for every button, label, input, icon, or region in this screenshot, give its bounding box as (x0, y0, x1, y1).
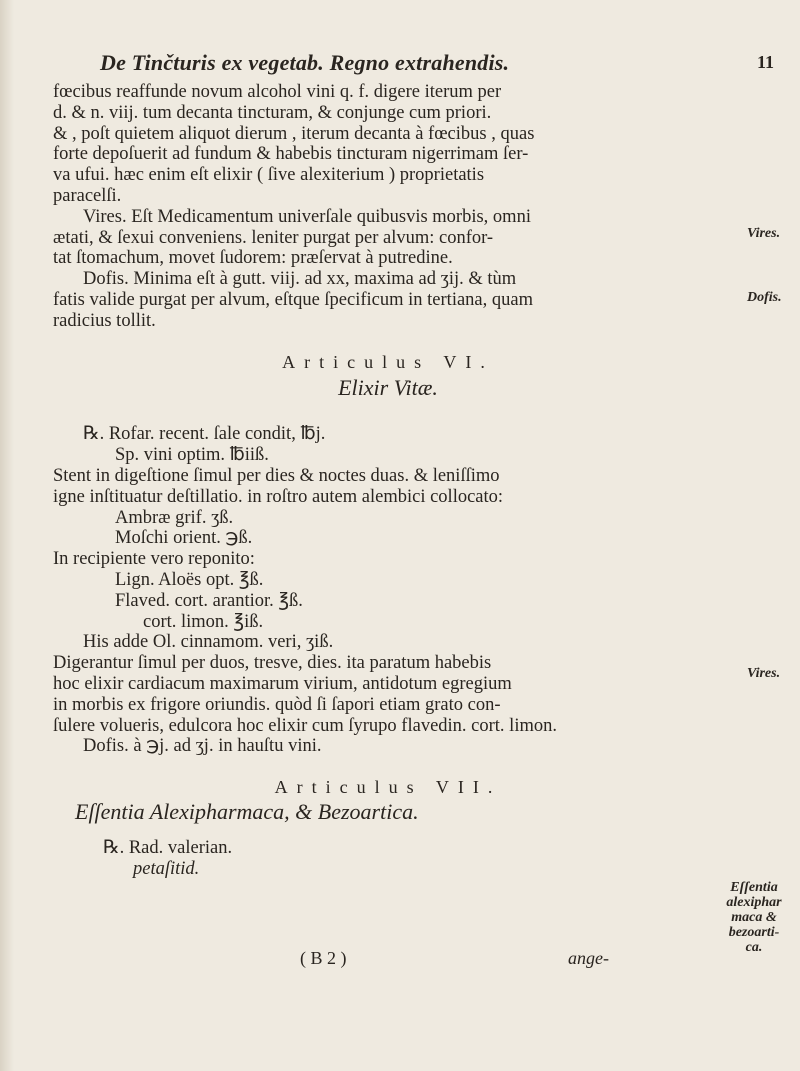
text-line: Stent in digeſtione ſimul per dies & noctes duas. & leniſſimo (53, 465, 500, 486)
recipe-line: ℞. Rad. valerian. (103, 837, 233, 858)
margin-note: Vires. (747, 666, 781, 681)
margin-note: Vires. (747, 226, 781, 241)
text-line: ſulere volueris, edulcora hoc elixir cum ſyrupo flavedin. cort. limon. (53, 715, 557, 736)
text-line: d. & n. viij. tum decanta tincturam, & conjunge cum priori. (53, 102, 492, 123)
text-line: igne inſtituatur deſtillatio. in roſtro autem alembici collocato: (53, 486, 504, 507)
text-line: in morbis ex frigore oriundis. quòd ſi ſapori etiam grato con- (53, 694, 501, 715)
page-number: 11 (756, 52, 774, 72)
margin-note-line: maca & (731, 910, 777, 925)
text-line: hoc elixir cardiacum maximarum virium, antidotum egregium (53, 673, 512, 694)
text-line: & , poſt quietem aliquot dierum , iterum decanta à fœcibus , quas (53, 123, 535, 144)
margin-note-line: ca. (745, 940, 763, 955)
page-header (100, 50, 780, 82)
text-line: ætati, & ſexui conveniens. leniter purgat per alvum: confor- (53, 227, 494, 248)
signature-mark: ( B 2 ) (300, 948, 347, 968)
text-line: In recipiente vero reponito: (53, 549, 255, 570)
text-line: fatis valide purgat per alvum, eſtque ſpecificum in tertiana, quam (53, 289, 533, 310)
article-heading: Articulus VII. (274, 777, 502, 798)
text-line: forte depoſuerit ad fundum & habebis tincturam nigerrimam ſer- (53, 144, 529, 165)
recipe-line: Flaved. cort. arantior. ℥ß. (115, 590, 303, 611)
text-line: His adde Ol. cinnamom. veri, ʒiß. (83, 632, 334, 653)
recipe-line: Lign. Aloës opt. ℥ß. (115, 569, 264, 590)
text-line: radicius tollit. (53, 310, 156, 331)
text-line: Dofis. à ℈j. ad ʒj. in hauſtu vini. (83, 736, 322, 757)
text-line: paracelſi. (53, 185, 122, 206)
margin-note-essentia (718, 880, 790, 955)
text-line: tat ſtomachum, movet ſudorem: præſervat à putredine. (53, 248, 453, 269)
recipe-line: Ambræ grif. ʒß. (115, 507, 234, 528)
page-gutter (0, 0, 14, 1071)
page-body (53, 82, 723, 880)
running-title: De Tinčturis ex vegetab. Regno extrahendis. (100, 50, 510, 75)
recipe-line: Moſchi orient. ℈ß. (115, 528, 253, 549)
text-line: va ufui. hæc enim eſt elixir ( ſive alexiterium ) proprietatis (53, 165, 485, 186)
text-line: Vires. Eſt Medicamentum univerſale quibusvis morbis, omni (83, 206, 531, 227)
article-subtitle: Eſſentia Alexipharmaca, & Bezoartica. (75, 801, 419, 824)
article-subtitle: Elixir Vitæ. (338, 378, 438, 401)
margin-note-line: alexiphar (726, 895, 782, 910)
article-heading: Articulus VI. (282, 351, 494, 372)
text-line: fœcibus reaffunde novum alcohol vini q. f. digere iterum per (53, 82, 502, 102)
text-line: Digerantur ſimul per duos, tresve, dies. ita paratum habebis (53, 653, 492, 674)
recipe-line: Sp. vini optim. ℔iiß. (115, 445, 269, 466)
catchword: ange- (568, 948, 609, 968)
margin-note-line: bezoarti- (728, 925, 780, 940)
recipe-line: cort. limon. ℥iß. (143, 611, 264, 632)
recipe-line: petaſitid. (133, 858, 200, 879)
margin-note: Dofis. (747, 290, 782, 305)
text-line: Dofis. Minima eſt à gutt. viij. ad xx, maxima ad ʒij. & tùm (83, 269, 517, 290)
recipe-line: ℞. Rofar. recent. ſale condit, ℔j. (83, 424, 326, 445)
margin-note-line: Eſſentia (730, 880, 778, 895)
